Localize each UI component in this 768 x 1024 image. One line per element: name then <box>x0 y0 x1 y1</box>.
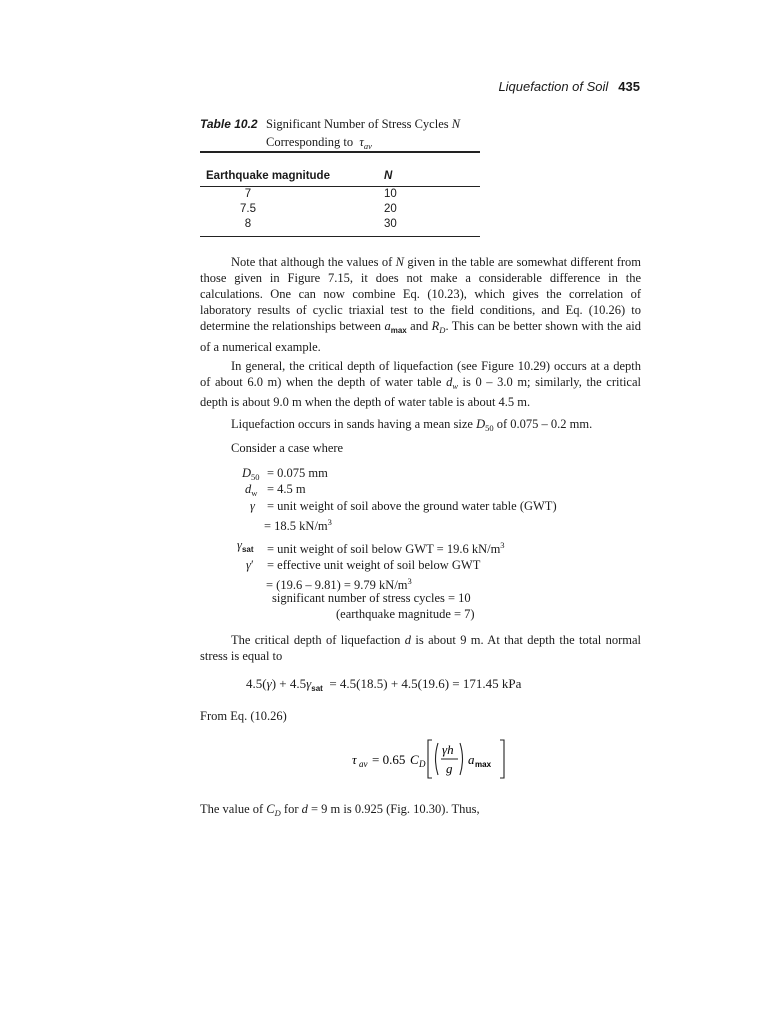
svg-text:g: g <box>446 761 453 776</box>
caption-line-2: Corresponding to $\tau_{av}$ <box>266 135 372 151</box>
paragraph-cd-value: The value of $C_D$ for d = 9 m is 0.925 (Fig. 10.30). Thus, <box>200 802 480 818</box>
paragraph-from-eq: From Eq. (10.26) <box>200 709 287 723</box>
paragraph-normal-stress: The critical depth of liquefaction d is about 9 m. At that depth the total normal stress is equal to <box>200 633 642 663</box>
paragraph-sand-size: Liquefaction occurs in sands having a mean size $D_{50}$ of 0.075 – 0.2 mm. <box>231 417 593 433</box>
def-gammasat-symbol: $\gamma_{sat}$ <box>237 538 254 554</box>
table-top-rule <box>200 151 480 153</box>
svg-text:C: C <box>410 752 419 767</box>
table-row: 8 30 <box>244 218 397 230</box>
table-row: 7 10 <box>244 188 397 200</box>
svg-text:D: D <box>419 759 426 769</box>
svg-text:γh: γh <box>442 742 454 757</box>
def-d50-symbol: $D_{50}$ <box>242 466 260 482</box>
equation-tau-av-graphic <box>352 738 512 780</box>
def-stress-cycles: significant number of stress cycles = 10 <box>272 591 471 605</box>
svg-text:av: av <box>359 759 368 769</box>
svg-text:max: max <box>475 760 492 769</box>
svg-text:a: a <box>468 752 475 767</box>
def-d50: = 0.075 mm <box>267 466 328 480</box>
table-caption-text <box>266 115 526 155</box>
def-gamma-value: = 18.5 $kN/m^3$ <box>264 517 332 533</box>
table-bottom-rule <box>200 236 480 237</box>
def-dw: = 4.5 m <box>267 482 306 496</box>
def-gammasat: = unit weight of soil below GWT = 19.6 $kN/m^3$ <box>267 540 505 556</box>
equation-total-stress: $4.5(\gamma) + 4.5\gamma_{sat} = 4.5(18.5) + 4.5(19.6) = 171.45$ kPa <box>246 676 522 693</box>
table-row: 7.5 20 <box>240 203 397 215</box>
equation-tau-av <box>352 738 512 780</box>
running-header <box>200 79 640 94</box>
def-gammaprime-symbol: γ′ <box>246 558 254 572</box>
table-col-n: N <box>384 170 393 182</box>
def-gammaprime-value: = (19.6 – 9.81) = 9.79 $kN/m^3$ <box>266 576 412 592</box>
running-title: Liquefaction of Soil <box>498 79 609 94</box>
svg-text:τ: τ <box>352 752 357 767</box>
def-gammaprime: = effective unit weight of soil below GWT <box>267 558 481 572</box>
paragraph-consider: Consider a case where <box>231 441 344 455</box>
caption-line-1: Significant Number of Stress Cycles N <box>266 117 461 131</box>
page-number: 435 <box>618 79 640 94</box>
def-gamma: = unit weight of soil above the ground water table (GWT) <box>267 499 557 513</box>
svg-text:= 0.65: = 0.65 <box>372 752 406 767</box>
paragraph-critical-depth: In general, the critical depth of liquefaction (see Figure 10.29) occurs at a depth of about 6.0 m) when the depth of water table $d_w$ is 0 – 3.0 m; similarly, the critical depth is about 9.0 m when the depth of water table is about 4.5 m. <box>200 359 641 409</box>
table-col-magnitude: Earthquake magnitude <box>206 170 330 182</box>
def-dw-symbol: $d_w$ <box>245 482 258 498</box>
def-magnitude: (earthquake magnitude = 7) <box>336 607 475 621</box>
table-label: Table 10.2 <box>200 117 258 131</box>
table-header-rule <box>200 186 480 187</box>
paragraph-note: Note that although the values of N given in the table are somewhat different from those given in Figure 7.15, it does not make a considerable difference in the calculations. One can now combine Eq. (10.23), which gives the correlation of laboratory results of cyclic triaxial test to the field conditions, and Eq. (10.26) to determine the relationships between $a_{max}$ and $R_D$. This can be better shown with the aid of a numerical example. <box>200 255 642 354</box>
def-gamma-symbol: γ <box>250 499 255 513</box>
